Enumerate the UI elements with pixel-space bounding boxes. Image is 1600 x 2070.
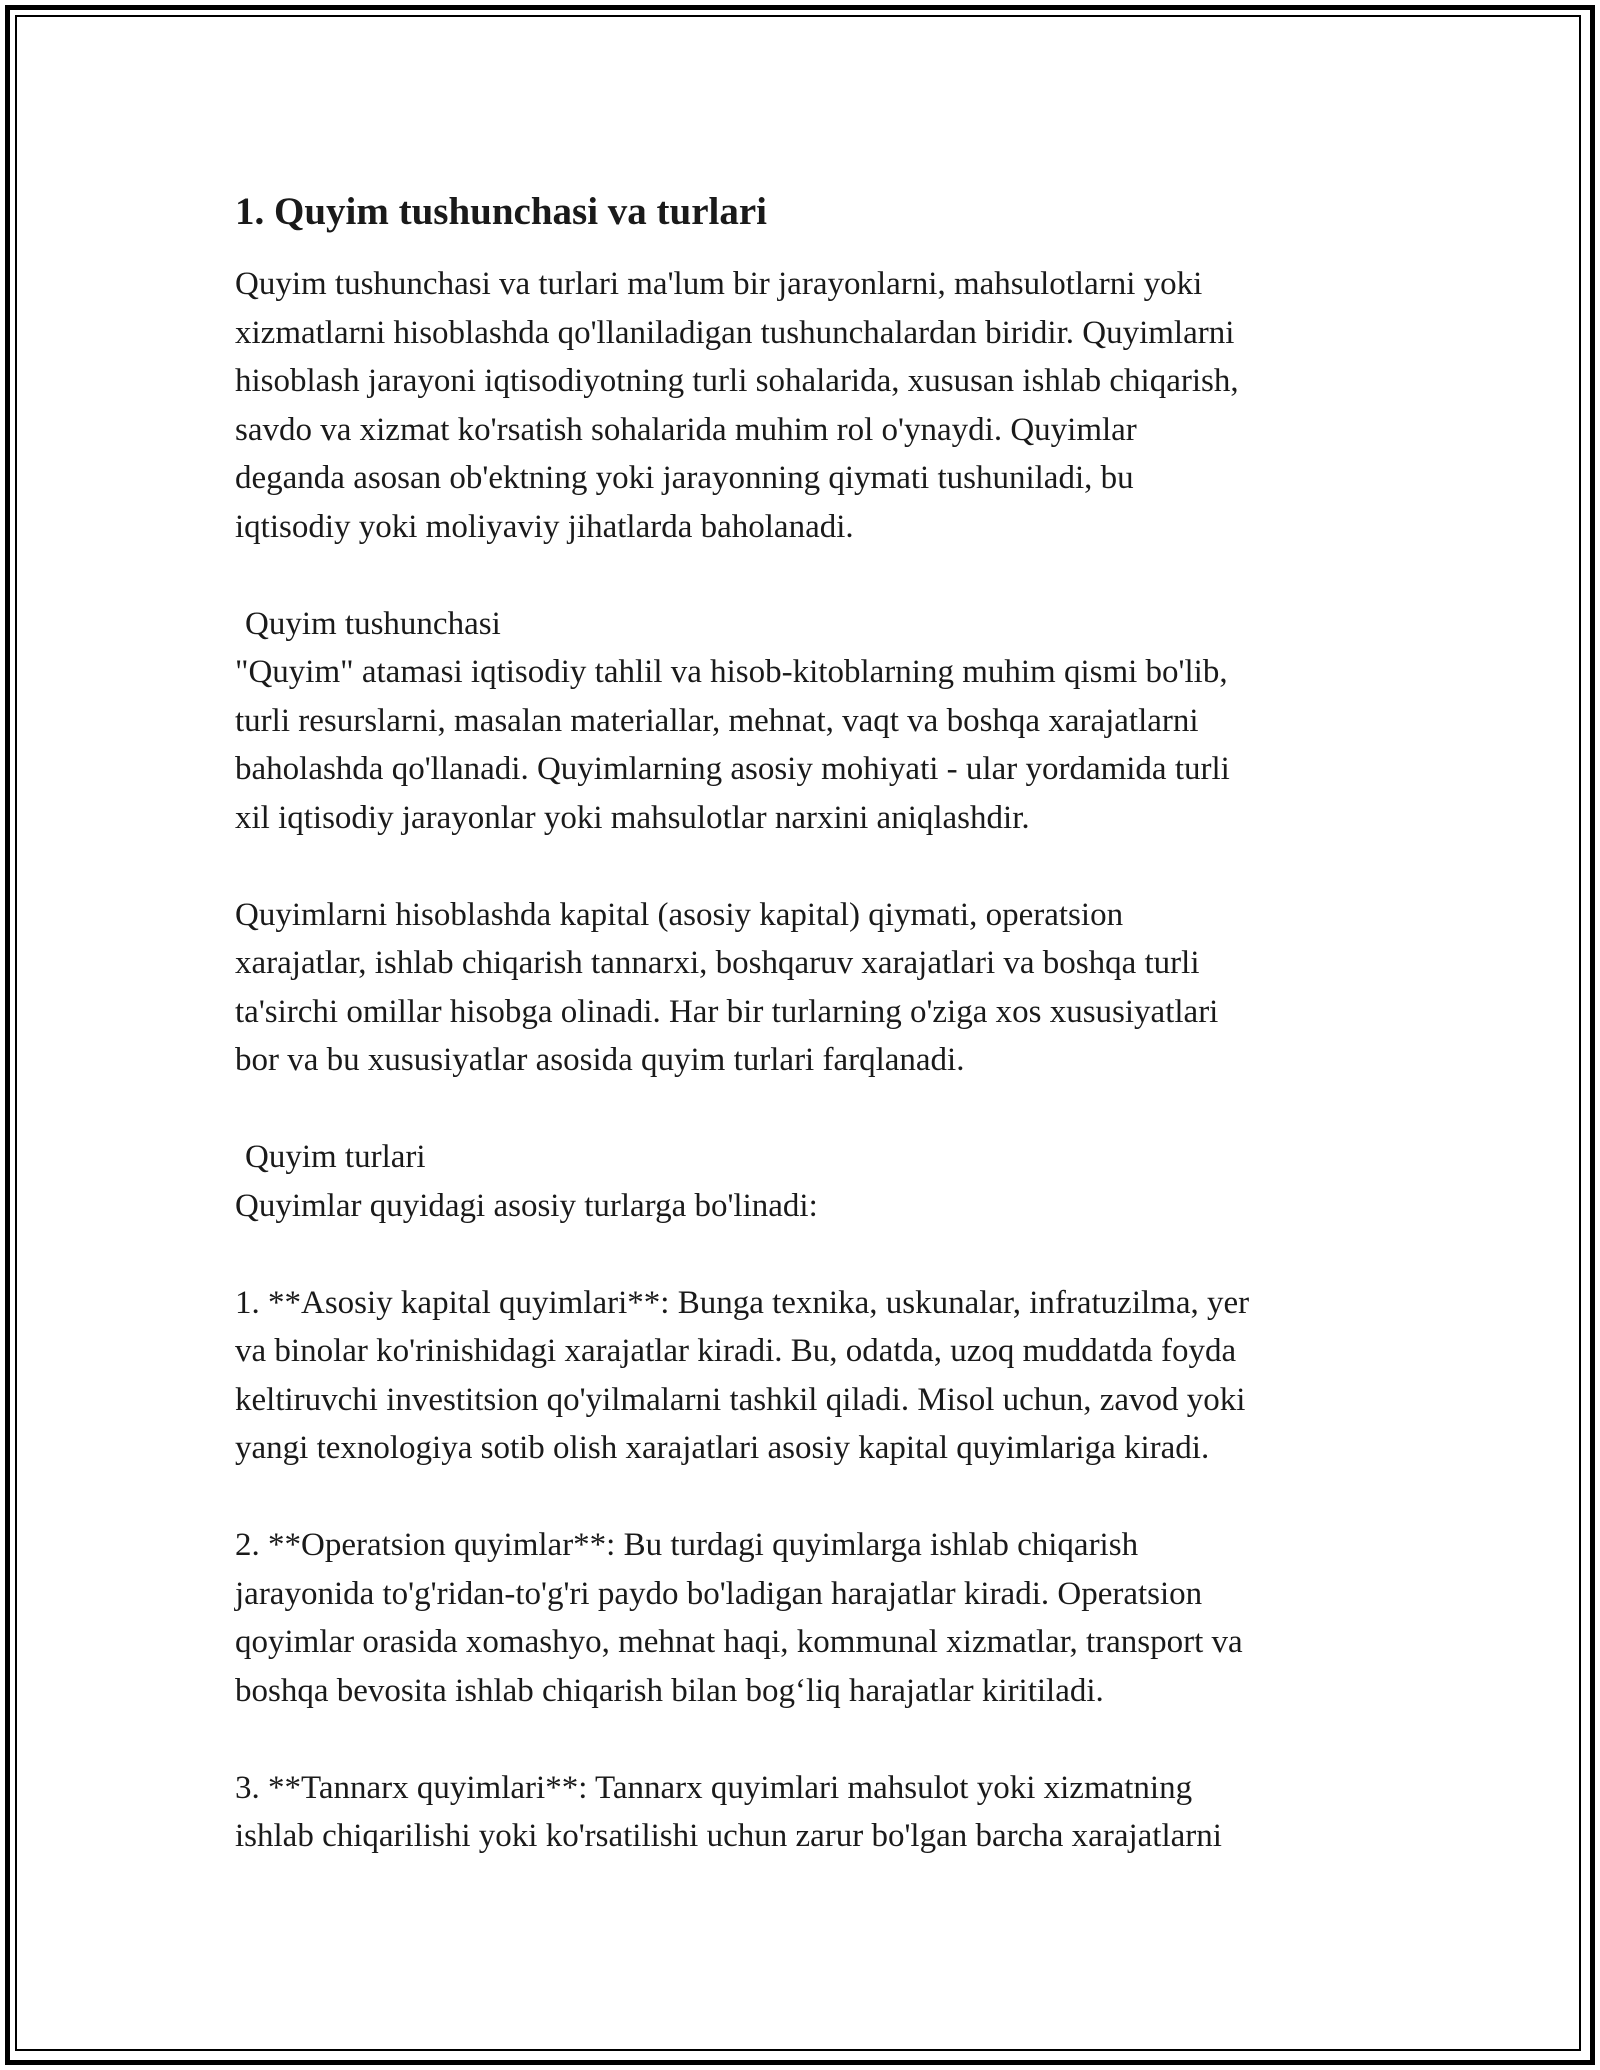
paragraph-gap — [235, 551, 1395, 600]
paragraph-gap — [235, 1715, 1395, 1764]
paragraph-gap — [235, 842, 1395, 891]
concept-paragraph-2: Quyimlarni hisoblashda kapital (asosiy kapital) qiymati, operatsion xarajatlar, ishlab chiqarish tannarxi, boshqaruv xarajatlari va boshqa turli ta'sirchi omillar hisobga olinadi. Har bir turlarning o'ziga xos xususiyatlari bor va bu xususiyatlar asosida quyim turlari farqlanadi. — [235, 896, 1219, 1078]
document-body — [235, 188, 1395, 1861]
list-item-cost-price: 3. **Tannarx quyimlari**: Tannarx quyimlari mahsulot yoki xizmatning ishlab chiqarilishi yoki ko'rsatilishi uchun zarur bo'lgan barcha xarajatlarni — [235, 1769, 1222, 1854]
section-heading-concept: Quyim tushunchasi — [245, 605, 501, 642]
list-item-operational: 2. **Operatsion quyimlar**: Bu turdagi quyimlarga ishlab chiqarish jarayonida to'g'ridan-to'g'ri paydo bo'ladigan harajatlar kiradi. Operatsion qoyimlar orasida xomashyo, mehnat haqi, kommunal xizmatlar, transport va boshqa bevosita ishlab chiqarish bilan bog‘liq harajatlar kiritiladi. — [235, 1527, 1243, 1709]
paragraph-gap — [235, 1085, 1395, 1134]
list-item-fixed-capital: 1. **Asosiy kapital quyimlari**: Bunga texnika, uskunalar, infratuzilma, yer va binolar ko'rinishidagi xarajatlar kiradi. Bu, odatda, uzoq muddatda foyda keltiruvchi investitsion qo'yilmalarni tashkil qiladi. Misol uchun, zavod yoki yangi texnologiya sotib olish xarajatlari asosiy kapital quyimlariga kiradi. — [235, 1284, 1250, 1466]
concept-paragraph-1: "Quyim" atamasi iqtisodiy tahlil va hisob-kitoblarning muhim qismi bo'lib, turli resurslarni, masalan materiallar, mehnat, vaqt va boshqa xarajatlarni baholashda qo'llanadi. Quyimlarning asosiy mohiyati - ular yordamida turli xil iqtisodiy jarayonlar yoki mahsulotlar narxini aniqlashdir. — [235, 654, 1230, 836]
paragraph-gap — [235, 1230, 1395, 1279]
paragraph-gap — [235, 1473, 1395, 1522]
types-intro-paragraph: Quyimlar quyidagi asosiy turlarga bo'linadi: — [235, 1187, 818, 1224]
intro-paragraph: Quyim tushunchasi va turlari ma'lum bir jarayonlarni, mahsulotlarni yoki xizmatlarni hisoblashda qo'llaniladigan tushunchalardan biridir. Quyimlarni hisoblash jarayoni iqtisodiyotning turli sohalarida, xususan ishlab chiqarish, savdo va xizmat ko'rsatish sohalarida muhim rol o'ynaydi. Quyimlar deganda asosan ob'ektning yoki jarayonning qiymati tushuniladi, bu iqtisodiy yoki moliyaviy jihatlarda baholanadi. — [235, 266, 1239, 545]
section-heading-types: Quyim turlari — [245, 1139, 426, 1175]
document-title: 1. Quyim tushunchasi va turlari — [235, 190, 768, 233]
